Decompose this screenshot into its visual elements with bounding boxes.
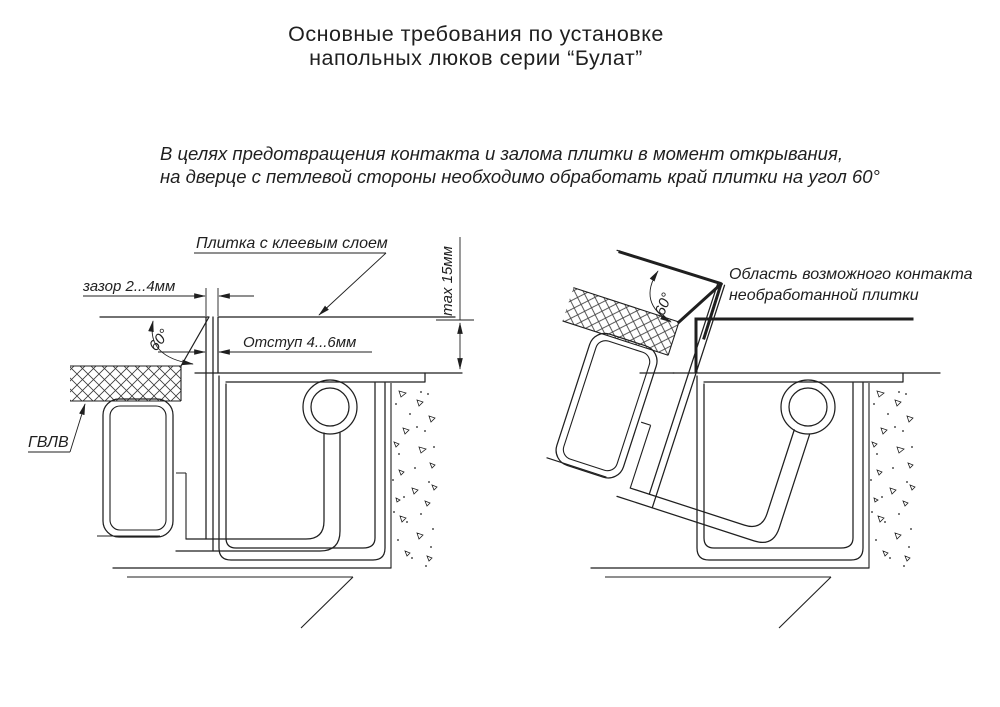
tile-leader [194,235,388,315]
fixed-tile-outline-thick [696,319,912,372]
offset-dimension-label: Отступ 4...6мм [243,334,357,351]
gvl-label: ГВЛВ [28,434,69,451]
right-view-hatch-opening [516,241,972,628]
note-line1: В целях предотвращения контакта и залома плитки в момент открывания, [160,143,843,164]
gap-dimension-label: зазор 2...4мм [83,278,176,295]
max-thickness-label: max 15мм [439,246,456,316]
left-view-hatch-closed [28,235,474,628]
gap-dimension [82,278,254,316]
contact-label-line1: Область возможного контакта [729,266,973,283]
note-line2: на дверце с петлевой стороны необходимо обработать край плитки на угол 60° [160,166,880,187]
bevel-angle-label: 60° [145,326,174,355]
contact-area-label [729,266,973,304]
gvl-leader [28,404,85,452]
contact-angle-label: 60° [651,290,676,319]
page-title-line1: Основные требования по установке [288,22,664,46]
contact-label-line2: необработанной плитки [729,287,919,304]
max-thickness-dimension [436,237,474,369]
header [160,22,880,187]
tile-leader-label: Плитка с клеевым слоем [196,235,388,252]
page-title-line2: напольных люков серии “Булат” [309,46,643,70]
